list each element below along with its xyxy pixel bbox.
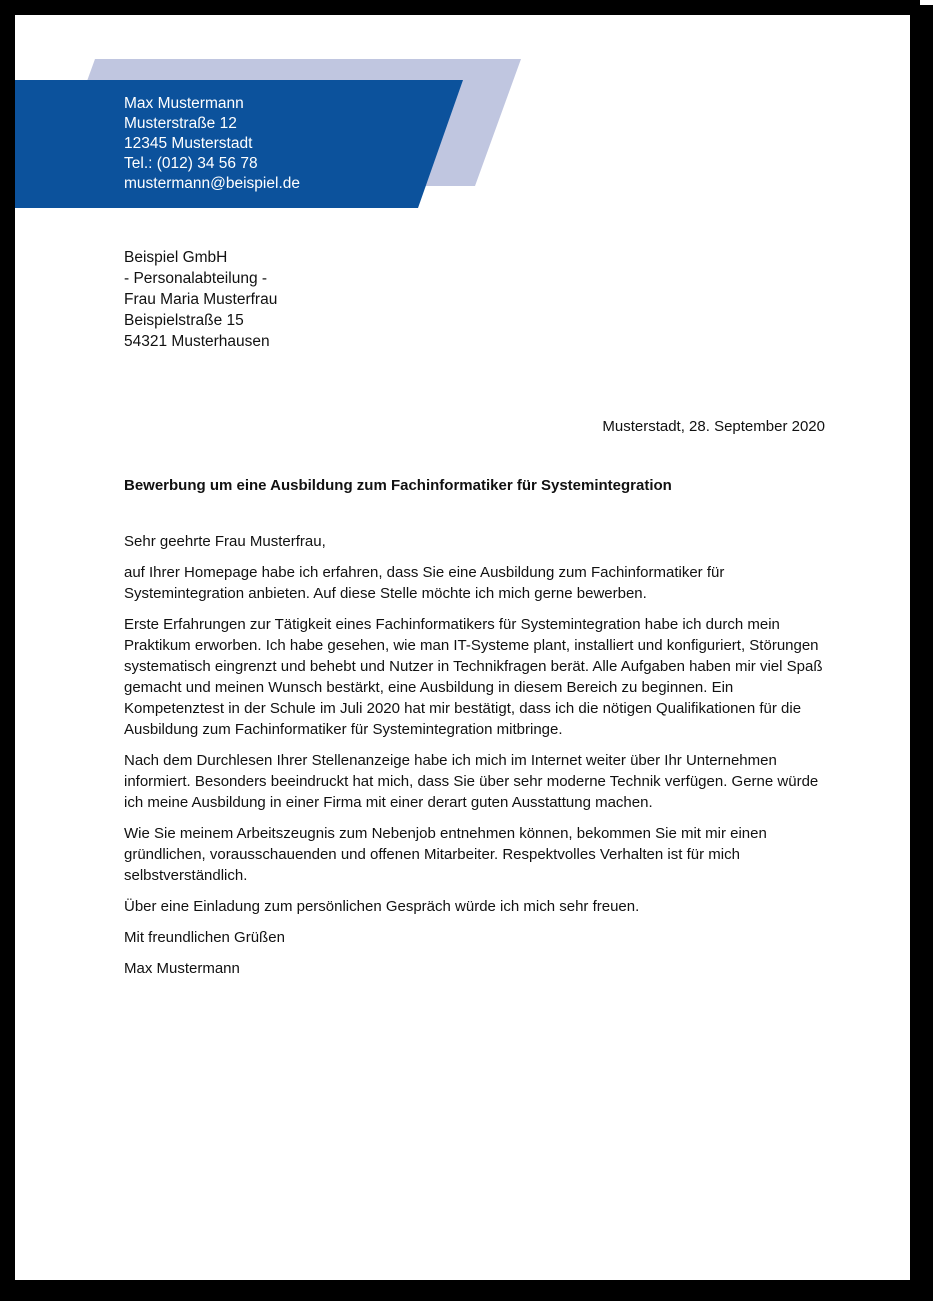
sender-name: Max Mustermann (124, 95, 244, 112)
body-paragraph: auf Ihrer Homepage habe ich erfahren, dass Sie eine Ausbildung zum Fachinformatiker für Systemintegration anbieten. Auf diese Stelle möchte ich mich gerne bewerben. (124, 564, 725, 602)
letter-page (15, 15, 910, 1280)
subject-line: Bewerbung um eine Ausbildung zum Fachinformatiker für Systemintegration (124, 477, 672, 494)
recipient-contact-person: Frau Maria Musterfrau (124, 291, 278, 308)
date-line: Musterstadt, 28. September 2020 (602, 418, 825, 435)
recipient-street: Beispielstraße 15 (124, 312, 244, 329)
closing-phrase: Mit freundlichen Grüßen (124, 929, 285, 946)
sender-phone: Tel.: (012) 34 56 78 (124, 155, 258, 172)
sender-city: 12345 Musterstadt (124, 135, 253, 152)
salutation: Sehr geehrte Frau Musterfrau, (124, 533, 326, 550)
frame-corner-notch (920, 0, 933, 5)
body-paragraph: Erste Erfahrungen zur Tätigkeit eines Fachinformatikers für Systemintegration habe ich durch mein Praktikum erworben. Ich habe gesehen, wie man IT-Systeme plant, installiert und konfiguriert, Störungen systematisch eingrenzt und behebt und Nutzer in Technikfragen berät. Alle Aufgaben haben mir viel Spaß gemacht und meinen Wunsch bestärkt, eine Ausbildung in diesem Bereich zu beginnen. Ein Kompetenztest in der Schule im Juli 2020 hat mir bestätigt, dass ich die nötigen Qualifikationen für die Ausbildung zum Fachinformatiker für Systemintegration mitbringe. (124, 616, 823, 738)
recipient-company: Beispiel GmbH (124, 249, 228, 266)
recipient-city: 54321 Musterhausen (124, 333, 270, 350)
sender-address-block (124, 94, 300, 194)
signature-name: Max Mustermann (124, 960, 240, 977)
recipient-address-block (124, 247, 277, 352)
sender-street: Musterstraße 12 (124, 115, 237, 132)
body-paragraph: Nach dem Durchlesen Ihrer Stellenanzeige habe ich mich im Internet weiter über Ihr Unternehmen informiert. Besonders beeindruckt hat mich, dass Sie über sehr moderne Technik verfügen. Gerne würde ich meine Ausbildung in einer Firma mit einer derart guten Ausstattung machen. (124, 752, 819, 811)
recipient-department: - Personalabteilung - (124, 270, 268, 287)
body-paragraph: Wie Sie meinem Arbeitszeugnis zum Nebenjob entnehmen können, bekommen Sie mit mir einen gründlichen, vorausschauenden und offenen Mitarbeiter. Respektvolles Verhalten ist für mich selbstverständlich. (124, 825, 767, 884)
sender-email: mustermann@beispiel.de (124, 175, 300, 192)
letter-body (124, 531, 824, 989)
body-paragraph: Über eine Einladung zum persönlichen Gespräch würde ich mich sehr freuen. (124, 898, 640, 915)
